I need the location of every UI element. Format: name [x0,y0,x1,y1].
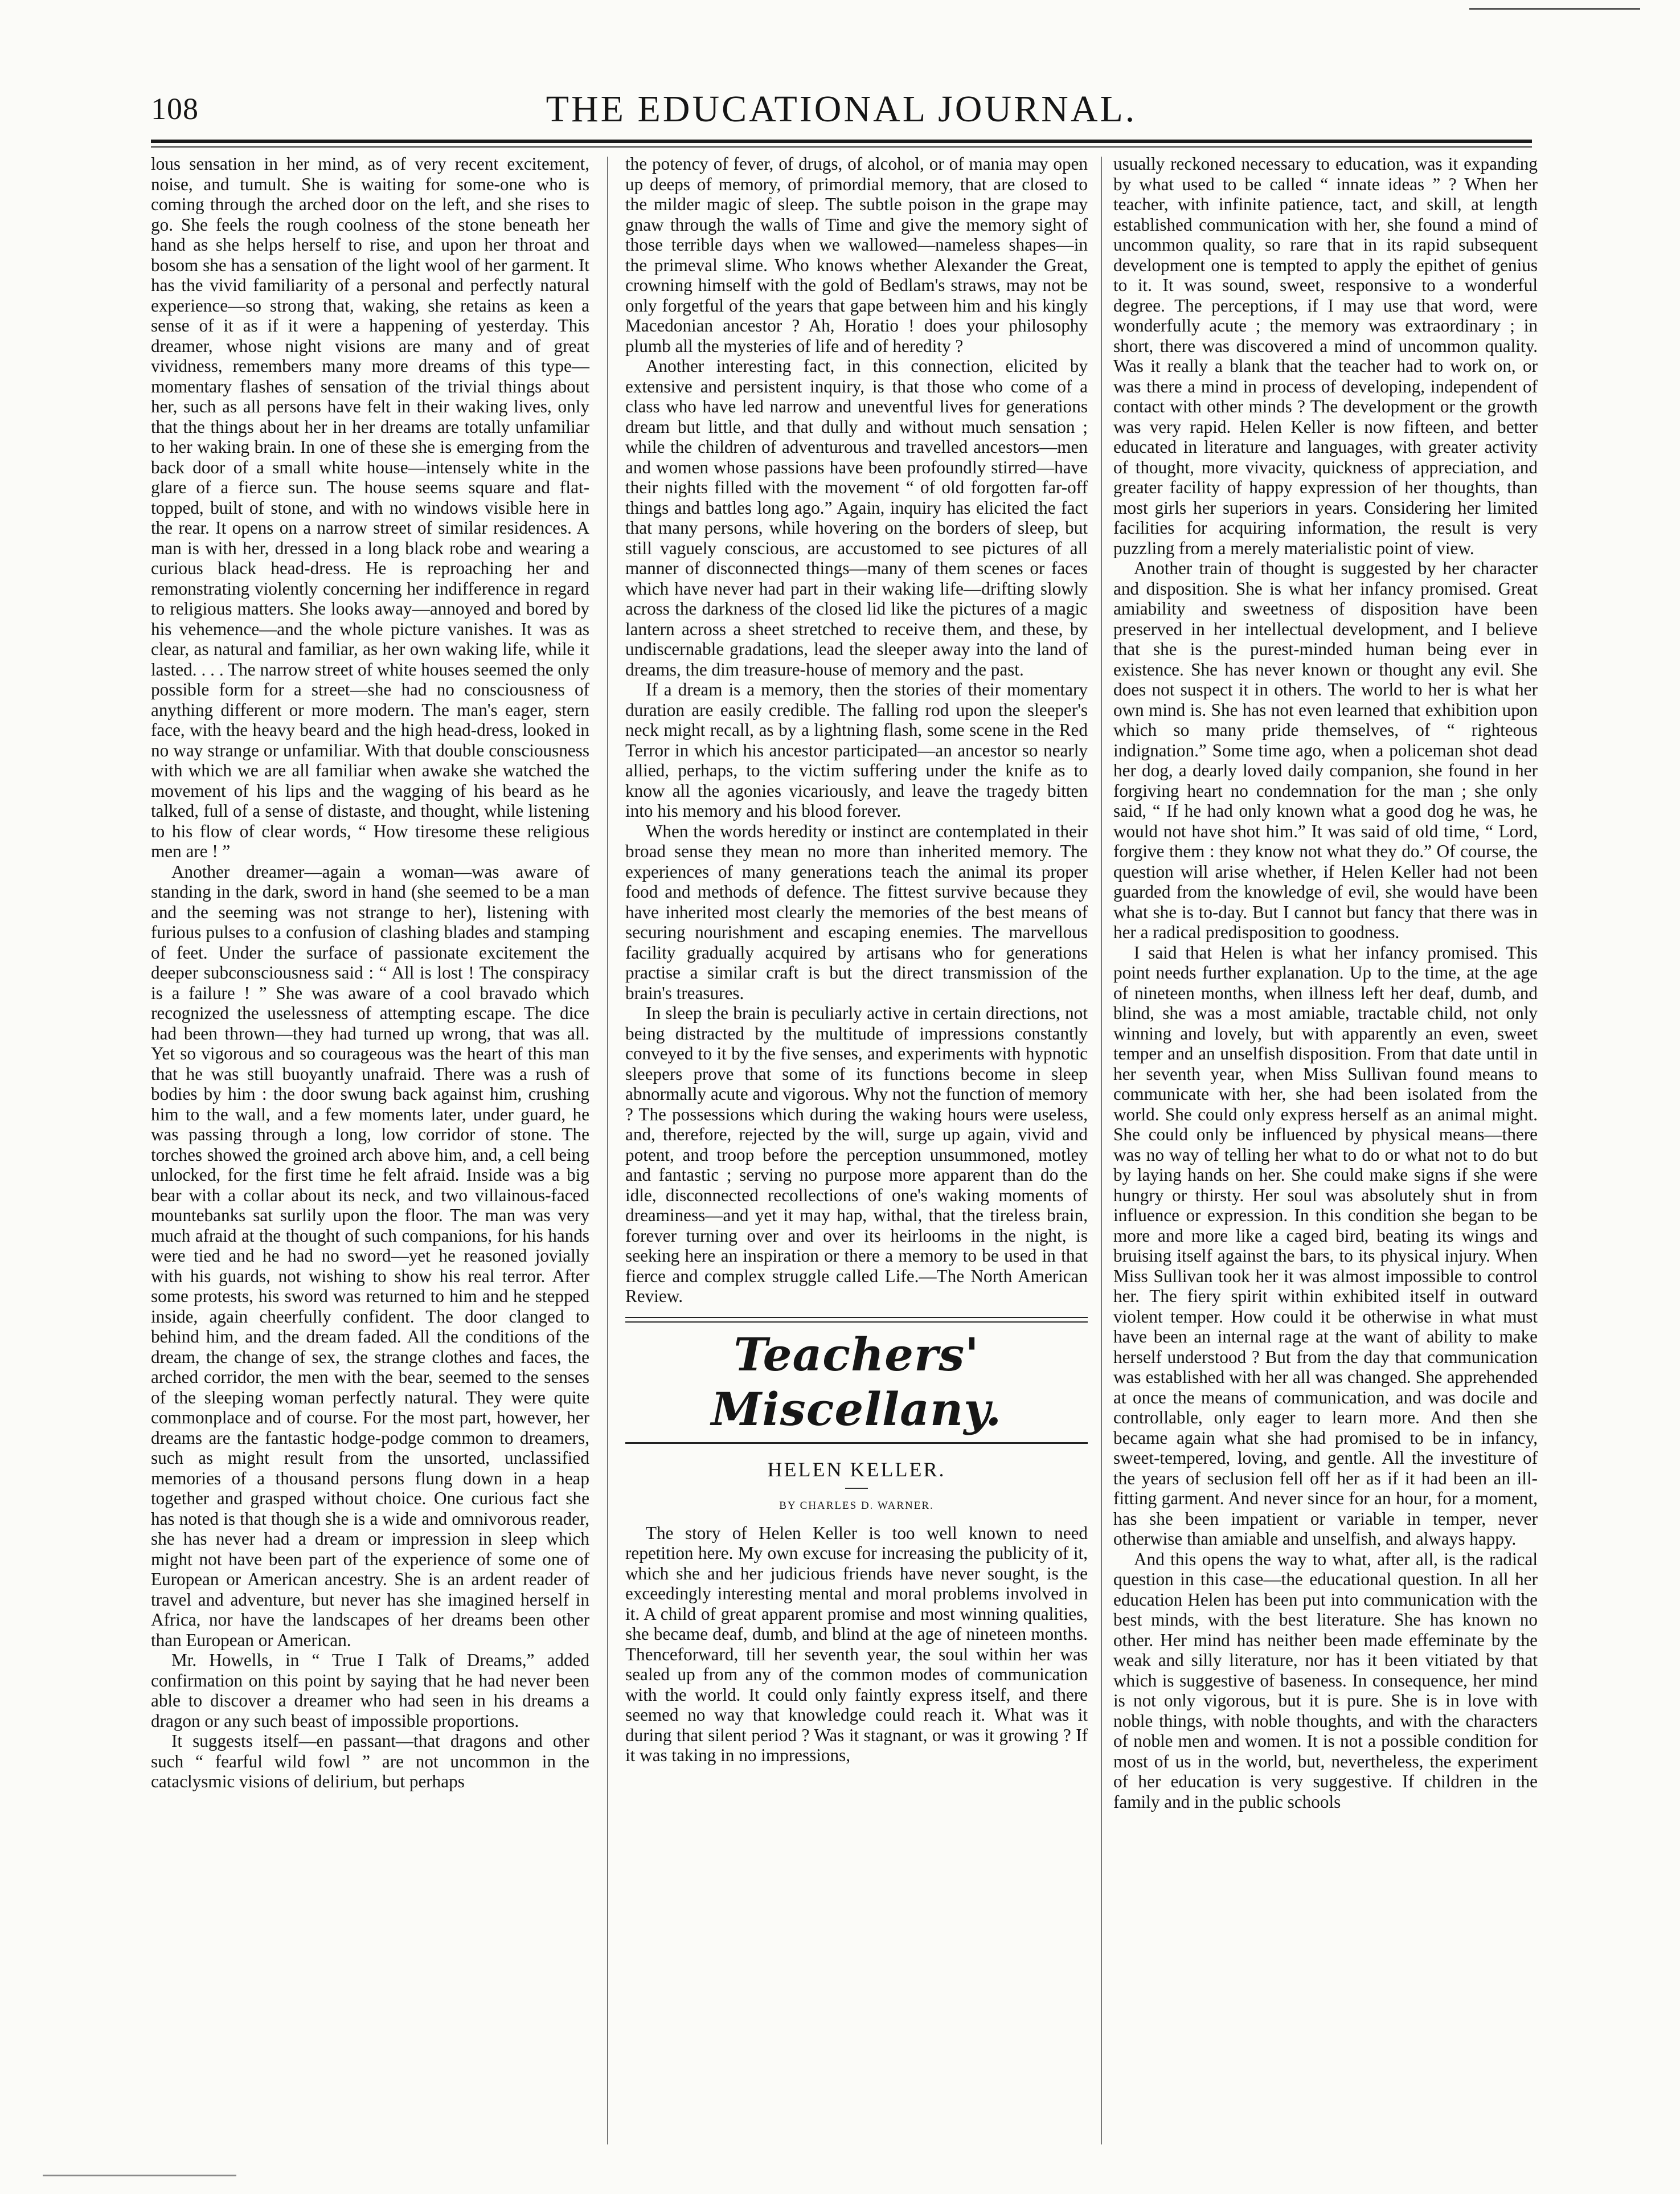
paragraph: Another interesting fact, in this connection, elicited by extensive and persistent inquiry, is that those who come of a class who have led narrow and uneventful lives for generations dream but little, and that dully and without much sensation ; while the children of adventurous and travelled ancestors—men and women whose passions have been profoundly stirred—have their nights filled with the movement “ of old forgotten far-off things and battles long ago.” Again, inquiry has elicited the fact that many persons, while hovering on the borders of sleep, but still vaguely conscious, are accustomed to see pictures of all manner of disconnected things—many of them scenes or faces which have never had part in their waking life—drifting slowly across the darkness of the closed lid like the pictures of a magic lantern across a sheet stretched to receive them, and these, by undiscernable gradations, lead the sleeper away into the land of dreams, the dim treasure-house of memory and the past. [625,356,1088,680]
bottom-rule [43,2175,236,2176]
section-rules [625,1317,1088,1323]
column-1 [151,154,589,1792]
title-dash [845,1488,868,1489]
paragraph: usually reckoned necessary to education, was it expanding by what used to be called “ innate ideas ” ? When her teacher, with infinite patience, tact, and skill, at length established communication with her, she found a mind of uncommon quality, so rare that in its rapid subsequent development one is tempted to apply the epithet of genius to it. It was sound, sweet, responsive to a wonderful degree. The perceptions, if I may use that word, were wonderfully acute ; the memory was extraordinary ; in short, there was discovered a mind of uncommon quality. Was it really a blank that the teacher had to work on, or was there a mind in process of developing, independent of contact with other minds ? The development or the growth was very rapid. Helen Keller is now fifteen, and better educated in literature and languages, with greater activity of thought, more vivacity, quickness of appreciation, and greater facility of happy expression of her thoughts, than most girls her superiors in years. Considering her limited facilities for acquiring information, the result is very puzzling from a merely materialistic point of view. [1113,154,1538,558]
article-title: HELEN KELLER. [767,1458,946,1481]
paragraph: lous sensation in her mind, as of very recent excitement, noise, and tumult. She is waiting for some-one who is coming through the arched door on the left, and she rises to go. She feels the rough coolness of the stone beneath her hand as she helps herself to rise, and upon her throat and bosom she has a sensation of the light wool of her garment. It has the vivid familiarity of a personal and perfectly natural experience—so strong that, waking, she retains as keen a sense of it as if it were a happening of yesterday. This dreamer, whose night visions are many and of great vividness, remembers many more dreams of this type—momentary flashes of sensation of the trivial things about her, such as all persons have felt in their waking lives, only that the things about her in her dreams are totally unfamiliar to her waking brain. In one of these she is emerging from the back door of a small white house—intensely white in the glare of a fierce sun. The house seems square and flat-topped, built of stone, and with no windows visible here in the rear. It opens on a narrow street of similar residences. A man is with her, dressed in a long black robe and wearing a curious black head-dress. He is reproaching her and remonstrating violently concerning her indifference in regard to religious matters. She looks away—annoyed and bored by his vehemence—and the whole picture vanishes. It was as clear, as natural and familiar, as her own waking life, while it lasted. . . . The narrow street of white houses seemed the only possible form for a street—she had no consciousness of anything different or more modern. The man's eager, stern face, with the heavy beard and the high head-dress, looked in no way strange or unfamiliar. With that double consciousness with which we are all familiar when awake she watched the movement of his lips and the wagging of his beard as he talked, full of a sense of distaste, and thought, while listening to his flow of clear words, “ How tiresome these religious men are ! ” [151,154,589,861]
page-header [151,85,1532,131]
paragraph: In sleep the brain is peculiarly active in certain directions, not being distracted by the multitude of impressions constantly conveyed to it by the five senses, and experiments with hypnotic sleepers prove that some of its functions become in sleep abnormally acute and vigorous. Why not the function of memory ? The possessions which during the waking hours were useless, and, therefore, rejected by the will, surge up again, vivid and potent, and troop before the perception unsummoned, motley and fantastic ; serving no purpose more apparent than do the idle, disconnected recollections of one's waking moments of dreaminess—and yet it may hap, withal, that the tireless brain, forever turning over and over its heirlooms in the night, is seeking here an inspiration or there a memory to be used in that fierce and complex struggle called Life.—The North American Review. [625,1003,1088,1306]
journal-title: THE EDUCATIONAL JOURNAL. [546,88,1137,130]
paragraph: Another train of thought is suggested by her character and disposition. She is what her infancy promised. Great amiability and sweetness of disposition have been preserved in her intellectual development, and I believe that she is the purest-minded human being ever in existence. She has never known or thought any evil. She does not suspect it in others. The world to her is what her own mind is. She has not even learned that exhibition upon which so many pride themselves, of “ righteous indignation.” Some time ago, when a policeman shot dead her dog, a dearly loved daily companion, she found in her forgiving heart no condemnation for the man ; she only said, “ If he had only known what a good dog he was, he would not have shot him.” It was said of old time, “ Lord, forgive them : they know not what they do.” Of course, the question will arise whether, if Helen Keller had not been guarded from the knowledge of evil, she would have been what she is to-day. But I cannot but fancy that there was in her a radical predisposition to goodness. [1113,558,1538,942]
header-rule-thick [151,140,1532,143]
byline: BY CHARLES D. WARNER. [779,1500,934,1512]
column-divider [1101,157,1102,2144]
paragraph: If a dream is a memory, then the stories of their momentary duration are easily credible. The falling rod upon the sleeper's neck might recall, as by a lightning flash, some scene in the Red Terror in which his ancestor participated—an ancestor so nearly allied, perhaps, to the victim suffering under the knife as to know all the agonies vicariously, and leave the tragedy bitten into his memory and his blood forever. [625,680,1088,821]
paragraph: I said that Helen is what her infancy promised. This point needs further explanation. Up to the time, at the age of nineteen months, when illness left her deaf, dumb, and blind, she was a most amiable, tractable child, not only winning and lovely, but with apparently an even, sweet temper and an unselfish disposition. From that date until in her seventh year, when Miss Sullivan found means to communicate with her, she had been isolated from the world. She could only express herself as an animal might. She could only be influenced by physical means—there was no way of telling her what to do or what not to do but by laying hands on her. She could make signs if she were hungry or thirsty. Her soul was absolutely shut in from influence or expression. In this condition she began to be more and more like a caged bird, beating its wings and bruising itself against the bars, to its physical injury. When Miss Sullivan took her it was almost impossible to control her. The fiery spirit within exhibited itself in outward violent temper. How could it be otherwise in what must have been an internal rage at the want of ability to make herself understood ? But from the day that communication was established with her all was changed. She apprehended at once the means of communication, and was docile and controllable, only eager to learn more. And then she became again what she had promised to be in infancy, sweet-tempered, loving, and gentle. All the investiture of the years of seclusion fell off her as if it had been an ill-fitting garment. And never since for an hour, for a moment, has she been impatient or variable in temper, never otherwise than amiable and unselfish, and always happy. [1113,942,1538,1549]
column-divider [607,157,608,2144]
page-number: 108 [151,92,199,126]
paragraph: the potency of fever, of drugs, of alcohol, or of mania may open up deeps of memory, of primordial memory, that are closed to the milder magic of sleep. The subtle poison in the grape may gnaw through the walls of Time and give the memory sight of those terrible days when we wallowed—nameless shapes—in the primeval slime. Who knows whether Alexander the Great, crowning himself with the gold of Bedlam's straws, may not be only forgetful of the years that gape between him and his kingly Macedonian ancestor ? Ah, Horatio ! does your philosophy plumb all the mysteries of life and of heredity ? [625,154,1088,356]
top-rule [1469,8,1640,10]
paragraph: The story of Helen Keller is too well known to need repetition here. My own excuse for increasing the publicity of it, which she and her judicious friends have never sought, is the exceedingly interesting mental and moral problems involved in it. A child of great apparent promise and most winning qualities, she became deaf, dumb, and blind at the age of nineteen months. Thenceforward, till her seventh year, the soul within her was sealed up from any of the common modes of communication with the world. It could only faintly express itself, and there seemed no way that knowledge could reach it. What was it during that silent period ? Was it stagnant, or was it growing ? If it was taking in no impressions, [625,1522,1088,1765]
paragraph: When the words heredity or instinct are contemplated in their broad sense they mean no more than inherited memory. The experiences of many generations teach the animal its proper food and methods of defence. The fittest survive because they have inherited most clearly the memories of the best means of securing nourishment and escaping enemies. The marvellous facility gradually acquired by artisans who for generations practise a similar craft is but the direct transmission of the brain's treasures. [625,821,1088,1003]
section-title-rule [625,1442,1088,1444]
paragraph: It suggests itself—en passant—that dragons and other such “ fearful wild fowl ” are not uncommon in the cataclysmic visions of delirium, but perhaps [151,1731,589,1791]
column-3 [1113,154,1538,1812]
paragraph: And this opens the way to what, after all, is the radical question in this case—the educational question. In all her education Helen has been put into communication with the best minds, with the best literature. She has known no other. Her mind has neither been made effeminate by the weak and silly literature, nor has it been vitiated by that which is suggestive of baseness. In consequence, her mind is not only vigorous, but it is pure. She is in love with noble things, with noble thoughts, and with the characters of noble men and women. It is not a possible condition for most of us in the world, but, nevertheless, the experiment of her education is very suggestive. If children in the family and in the public schools [1113,1549,1538,1812]
header-rule-thin [151,146,1532,148]
column-2 [625,154,1088,1766]
paragraph: Mr. Howells, in “ True I Talk of Dreams,” added confirmation on this point by saying that he had never been able to discover a dreamer who had seen in his dreams a dragon or any such beast of impossible proportions. [151,1650,589,1731]
section-title: Teachers' Miscellany. [711,1327,1002,1436]
paragraph: Another dreamer—again a woman—was aware of standing in the dark, sword in hand (she seemed to be a man and the seeming was not strange to her), listening with furious pulses to a confusion of clashing blades and stamping of feet. Under the surface of passionate excitement the deeper subconsciousness said : “ All is lost ! The conspiracy is a failure ! ” She was aware of a cool bravado which recognized the uselessness of attempting escape. The dice had been thrown—they had turned up wrong, that was all. Yet so vigorous and so courageous was the heart of this man that he was still buoyantly unafraid. There was a rush of bodies by him : the door swung back against him, crushing him to the wall, and a few moments later, under guard, he was passing through a long, low corridor of stone. The torches showed the groined arch above him, and, a cell being unlocked, for the first time he felt afraid. Inside was a big bear with a collar about its neck, and two villainous-faced mountebanks sat surlily upon the floor. The man was very much afraid at the thought of such companions, for his hands were tied and he had no sword—yet he reasoned jovially with his guards, not wishing to show his real terror. After some protests, his sword was returned to him and he stepped inside, again cheerfully confident. The door clanged to behind him, and the dream faded. All the conditions of the dream, the change of sex, the strange clothes and faces, the arched corridor, the men with the bear, seemed to the senses of the sleeping woman perfectly natural. They were quite commonplace and of course. For the most part, however, her dreams are the fantastic hodge-podge common to dreamers, such as might result from the unsorted, unclassified memories of a thousand persons flung down in a heap together and grasped without choice. One curious fact she has noted is that though she is a wide and omnivorous reader, she has never had a dream or impression in sleep which might not have been part of the experience of some one of European or American ancestry. She is an ardent reader of travel and adventure, but never has she imagined herself in Africa, nor have the landscapes of her dreams been other than European or American. [151,861,589,1650]
